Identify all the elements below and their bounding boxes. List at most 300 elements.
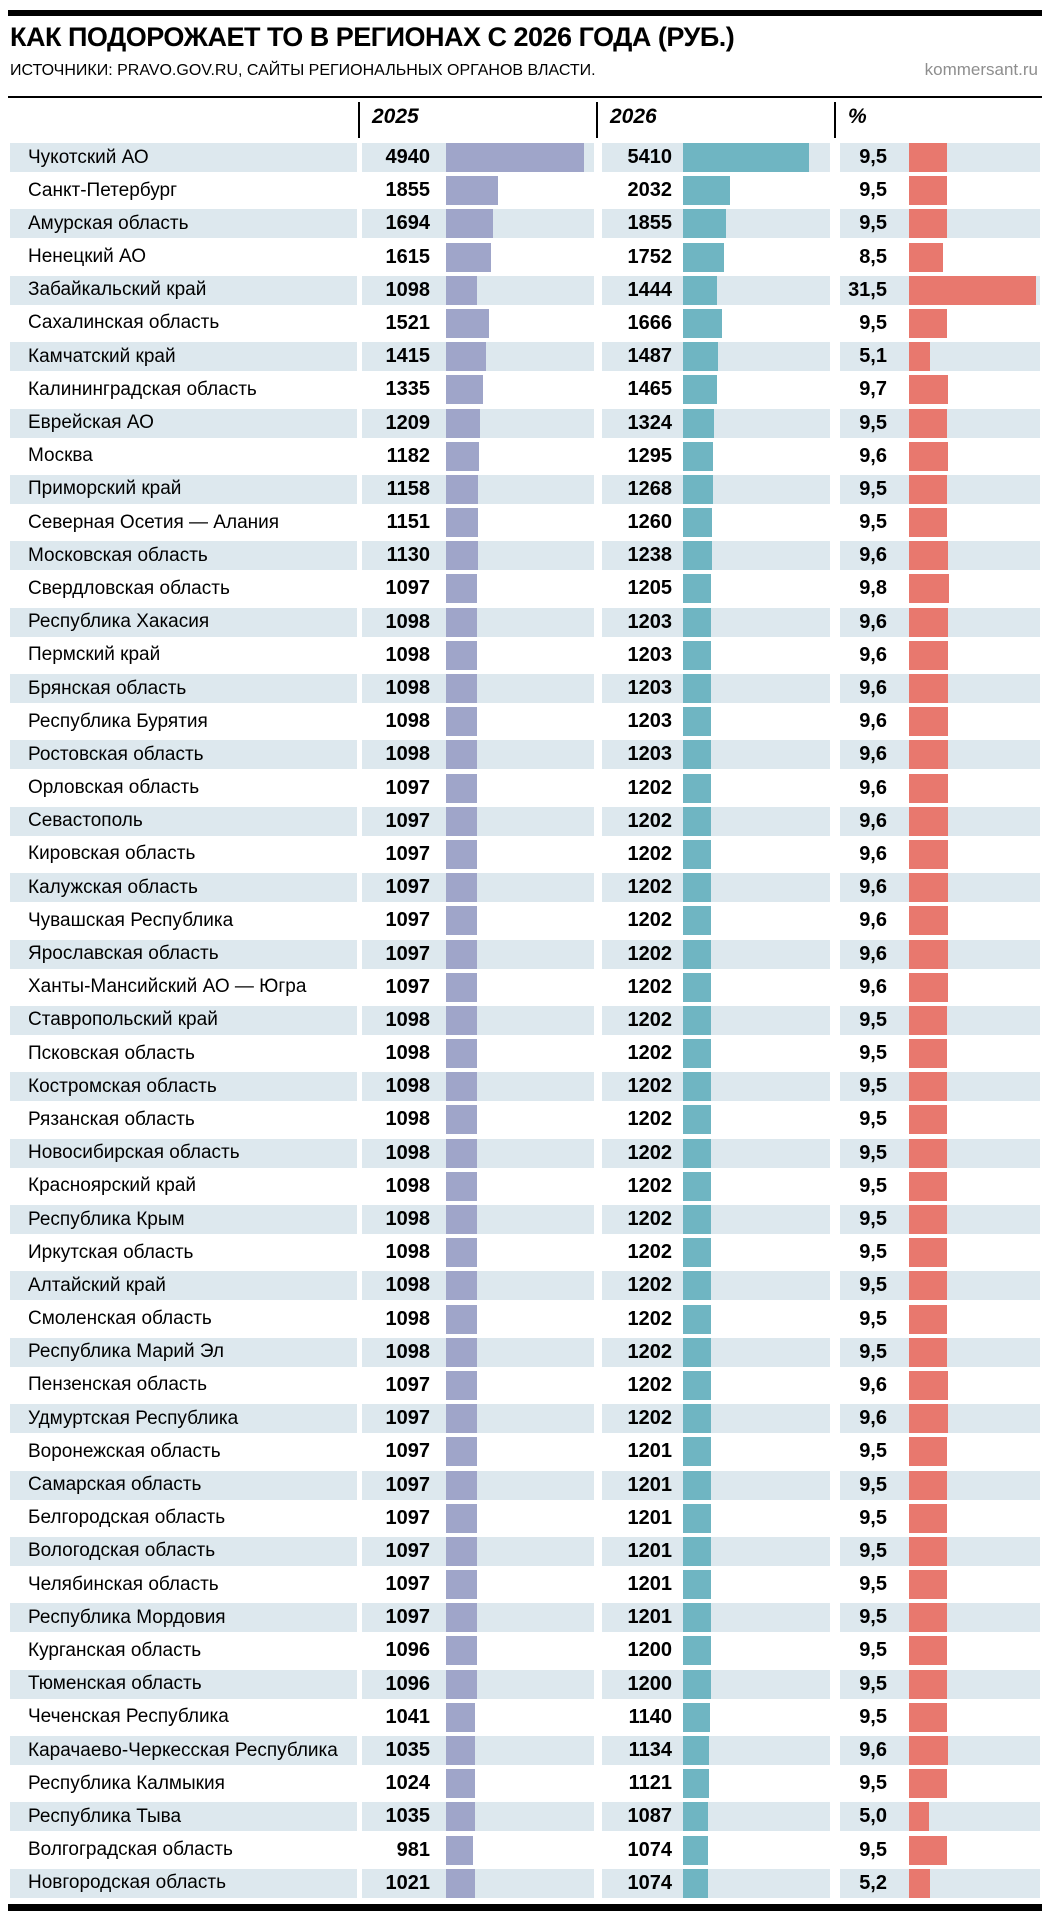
table-row (10, 840, 1040, 869)
value-percent: 5,2 (859, 1871, 887, 1894)
bar-2026 (683, 906, 711, 935)
bar-percent (909, 209, 947, 238)
cell-2026 (602, 409, 830, 438)
value-2025: 1335 (385, 378, 430, 401)
value-2026: 1200 (627, 1639, 672, 1662)
value-2025: 1041 (385, 1705, 430, 1728)
cell-percent (840, 1570, 1040, 1599)
value-percent: 9,6 (859, 743, 887, 766)
bar-2025 (446, 1769, 475, 1798)
cell-2025 (362, 176, 594, 205)
cell-2025 (362, 1504, 594, 1533)
bar-2025 (446, 475, 478, 504)
region-name: Белгородская область (28, 1507, 226, 1529)
cell-percent (840, 1802, 1040, 1831)
region-name: Забайкальский край (10, 276, 357, 305)
cell-2026 (602, 906, 830, 935)
bar-2026 (683, 1769, 709, 1798)
table-row (10, 541, 1040, 570)
bar-2026 (683, 674, 711, 703)
value-percent: 9,6 (859, 1407, 887, 1430)
table-row (10, 1869, 1040, 1898)
column-tick-percent (834, 102, 836, 138)
region-name: Приморский край (10, 475, 357, 504)
bar-2026 (683, 1570, 711, 1599)
value-2026: 1203 (627, 643, 672, 666)
value-percent: 9,5 (859, 1838, 887, 1861)
value-percent: 9,5 (859, 1705, 887, 1728)
value-2025: 1097 (385, 975, 430, 998)
column-header-percent: % (848, 105, 867, 128)
value-percent: 9,5 (859, 1042, 887, 1065)
cell-percent (840, 1172, 1040, 1201)
value-2026: 1074 (627, 1871, 672, 1894)
value-2025: 1035 (385, 1805, 430, 1828)
cell-2026 (602, 508, 830, 537)
value-percent: 9,6 (859, 809, 887, 832)
cell-percent (840, 243, 1040, 272)
cell-2026 (602, 1636, 830, 1665)
bar-2025 (446, 375, 483, 404)
region-name: Чеченская Республика (28, 1706, 229, 1728)
value-2025: 1158 (386, 477, 430, 500)
value-2026: 5410 (627, 146, 672, 168)
region-name: Орловская область (28, 777, 200, 799)
cell-2026 (602, 442, 830, 471)
value-2026: 1202 (627, 1274, 672, 1297)
value-2025: 1098 (385, 677, 430, 699)
cell-percent (840, 1371, 1040, 1400)
cell-2026 (602, 807, 830, 836)
table-row (10, 1371, 1040, 1400)
cell-percent (840, 143, 1040, 172)
value-2025: 1098 (385, 743, 430, 766)
value-2026: 1202 (627, 809, 672, 832)
cell-2025 (362, 574, 594, 603)
value-2025: 1209 (385, 411, 430, 434)
bar-2026 (683, 740, 711, 769)
cell-2025 (362, 1238, 594, 1267)
region-name: Москва (28, 445, 93, 467)
cell-2026 (602, 740, 830, 769)
value-2026: 1260 (627, 511, 672, 534)
value-2026: 1324 (627, 411, 672, 434)
cell-2026 (602, 1570, 830, 1599)
value-percent: 9,5 (859, 1672, 887, 1695)
value-2025: 1098 (385, 1241, 430, 1264)
table-row (10, 143, 1040, 172)
cell-percent (840, 840, 1040, 869)
cell-percent (840, 442, 1040, 471)
value-2025: 1182 (386, 444, 430, 467)
cell-2026 (602, 1338, 830, 1367)
value-2026: 1295 (627, 444, 672, 467)
cell-2025 (362, 1105, 594, 1134)
cell-2026 (602, 1836, 830, 1865)
value-percent: 9,8 (859, 577, 887, 600)
bar-percent (909, 243, 943, 272)
region-name: Алтайский край (10, 1271, 357, 1300)
bar-2025 (446, 1039, 477, 1068)
value-2026: 1074 (627, 1838, 672, 1861)
value-2026: 1238 (627, 544, 672, 567)
cell-percent (840, 342, 1040, 371)
cell-2026 (602, 143, 830, 172)
bar-2026 (683, 1238, 711, 1267)
bar-percent (909, 1006, 947, 1035)
column-header-2026: 2026 (610, 105, 657, 128)
cell-2026 (602, 1205, 830, 1234)
bar-percent (909, 574, 949, 603)
bar-2026 (683, 276, 717, 305)
value-2025: 1097 (385, 1573, 430, 1596)
bar-percent (909, 1869, 930, 1898)
bar-percent (909, 1072, 947, 1101)
region-name: Кировская область (28, 843, 196, 865)
value-percent: 9,5 (859, 1274, 887, 1297)
bar-percent (909, 375, 948, 404)
cell-2025 (362, 940, 594, 969)
bar-percent (909, 1172, 947, 1201)
table-row (10, 1504, 1040, 1533)
cell-percent (840, 209, 1040, 238)
bar-2025 (446, 1504, 477, 1533)
cell-2026 (602, 1006, 830, 1035)
table-row (10, 1139, 1040, 1168)
value-2025: 1097 (385, 909, 430, 932)
bar-2025 (446, 1338, 477, 1367)
cell-2025 (362, 973, 594, 1002)
bar-2025 (446, 906, 477, 935)
table-row (10, 442, 1040, 471)
cell-2026 (602, 1869, 830, 1898)
bar-percent (909, 1338, 947, 1367)
bar-2026 (683, 873, 711, 902)
cell-percent (840, 1105, 1040, 1134)
bar-percent (909, 774, 948, 803)
value-2026: 1200 (627, 1672, 672, 1695)
value-percent: 9,6 (859, 1373, 887, 1396)
value-percent: 9,6 (859, 444, 887, 467)
cell-2025 (362, 309, 594, 338)
value-percent: 9,6 (859, 643, 887, 666)
bar-2026 (683, 1836, 708, 1865)
bar-2025 (446, 1072, 477, 1101)
bar-2026 (683, 243, 724, 272)
bar-2025 (446, 674, 477, 703)
bar-percent (909, 1736, 948, 1765)
value-percent: 9,5 (859, 1208, 887, 1230)
value-percent: 9,5 (859, 1008, 887, 1031)
cell-2025 (362, 409, 594, 438)
bar-2025 (446, 541, 478, 570)
value-percent: 9,5 (859, 1440, 887, 1463)
bar-2025 (446, 1371, 477, 1400)
cell-2025 (362, 774, 594, 803)
value-2025: 1097 (385, 1539, 430, 1562)
cell-2025 (362, 276, 594, 305)
bar-percent (909, 1271, 947, 1300)
bar-2025 (446, 1404, 477, 1433)
value-percent: 9,6 (859, 710, 887, 733)
bar-2026 (683, 1139, 711, 1168)
value-2026: 1202 (627, 1141, 672, 1164)
cell-2026 (602, 1802, 830, 1831)
table-row (10, 375, 1040, 404)
region-name: Удмуртская Республика (10, 1404, 357, 1433)
region-name: Республика Тыва (10, 1802, 357, 1831)
cell-2025 (362, 1338, 594, 1367)
value-2026: 1202 (627, 1208, 672, 1230)
cell-2025 (362, 840, 594, 869)
cell-2025 (362, 1869, 594, 1898)
cell-percent (840, 973, 1040, 1002)
value-2026: 1444 (627, 278, 672, 301)
bar-percent (909, 1371, 948, 1400)
region-name: Вологодская область (10, 1537, 357, 1566)
value-percent: 9,6 (859, 1739, 887, 1761)
region-name: Курганская область (28, 1639, 202, 1661)
value-2026: 1465 (627, 378, 672, 401)
table-row (10, 1471, 1040, 1500)
value-2026: 1202 (627, 942, 672, 965)
cell-2025 (362, 475, 594, 504)
value-2026: 1202 (627, 1108, 672, 1131)
table-row (10, 707, 1040, 736)
cell-percent (840, 1869, 1040, 1898)
value-2026: 1202 (627, 1340, 672, 1363)
bar-percent (909, 1305, 947, 1334)
value-2026: 1203 (627, 743, 672, 766)
bar-2026 (683, 1670, 711, 1699)
value-2025: 1855 (385, 179, 430, 202)
bar-2025 (446, 840, 477, 869)
value-2026: 2032 (627, 179, 672, 202)
value-percent: 9,6 (859, 544, 887, 567)
cell-2026 (602, 1437, 830, 1466)
table-row (10, 1271, 1040, 1300)
cell-percent (840, 1537, 1040, 1566)
value-2026: 1487 (627, 345, 672, 368)
region-name: Волгоградская область (28, 1839, 233, 1861)
value-2026: 1202 (627, 1407, 672, 1430)
region-name: Брянская область (10, 674, 357, 703)
cell-2026 (602, 1736, 830, 1765)
region-name: Ставропольский край (10, 1006, 357, 1035)
bar-2026 (683, 1437, 711, 1466)
region-name: Ярославская область (10, 940, 357, 969)
bar-2026 (683, 1271, 711, 1300)
value-2025: 1521 (385, 311, 430, 334)
bar-percent (909, 807, 948, 836)
value-2025: 1151 (386, 511, 430, 534)
bar-2025 (446, 873, 477, 902)
bar-percent (909, 740, 948, 769)
table-row (10, 1437, 1040, 1466)
cell-2025 (362, 1603, 594, 1632)
cell-percent (840, 574, 1040, 603)
value-2026: 1201 (627, 1539, 672, 1562)
table-row (10, 1670, 1040, 1699)
value-percent: 9,5 (859, 1108, 887, 1131)
bar-2025 (446, 409, 480, 438)
regions-table (10, 143, 1040, 1902)
value-2026: 1202 (627, 1174, 672, 1197)
cell-2025 (362, 1172, 594, 1201)
region-name: Челябинская область (28, 1573, 219, 1595)
value-percent: 8,5 (859, 245, 887, 268)
bar-percent (909, 508, 947, 537)
bar-2026 (683, 475, 713, 504)
region-name: Санкт-Петербург (28, 179, 178, 201)
cell-percent (840, 1736, 1040, 1765)
cell-percent (840, 1271, 1040, 1300)
bar-2026 (683, 1072, 711, 1101)
bar-2026 (683, 1537, 711, 1566)
cell-2025 (362, 1039, 594, 1068)
bar-2025 (446, 740, 477, 769)
bar-percent (909, 1471, 947, 1500)
value-2025: 1021 (385, 1871, 430, 1894)
cell-2025 (362, 1471, 594, 1500)
bar-2026 (683, 1802, 708, 1831)
value-2026: 1202 (627, 1042, 672, 1065)
bar-percent (909, 873, 948, 902)
region-name: Пензенская область (28, 1374, 207, 1396)
value-2026: 1202 (627, 1241, 672, 1264)
cell-2025 (362, 1802, 594, 1831)
region-name: Новосибирская область (10, 1139, 357, 1168)
bar-2025 (446, 1271, 477, 1300)
bar-2026 (683, 1006, 711, 1035)
bar-2025 (446, 176, 498, 205)
value-2025: 1024 (385, 1772, 430, 1795)
bar-2026 (683, 342, 718, 371)
bar-2026 (683, 1205, 711, 1234)
cell-percent (840, 1504, 1040, 1533)
bar-percent (909, 906, 948, 935)
bar-2025 (446, 1537, 477, 1566)
bar-2026 (683, 508, 712, 537)
cell-2026 (602, 209, 830, 238)
value-percent: 5,0 (859, 1805, 887, 1828)
table-row (10, 906, 1040, 935)
cell-2026 (602, 840, 830, 869)
value-2026: 1201 (627, 1473, 672, 1496)
value-percent: 9,5 (859, 1174, 887, 1197)
value-percent: 9,5 (859, 477, 887, 500)
cell-percent (840, 740, 1040, 769)
bar-percent (909, 973, 948, 1002)
cell-percent (840, 176, 1040, 205)
bar-2026 (683, 541, 712, 570)
cell-2025 (362, 1006, 594, 1035)
bar-2026 (683, 1371, 711, 1400)
cell-2025 (362, 1371, 594, 1400)
cell-2026 (602, 342, 830, 371)
value-2025: 1097 (385, 942, 430, 965)
cell-2025 (362, 873, 594, 902)
cell-2026 (602, 1537, 830, 1566)
cell-2025 (362, 143, 594, 172)
bar-2025 (446, 774, 477, 803)
cell-2026 (602, 475, 830, 504)
table-row (10, 1172, 1040, 1201)
value-percent: 9,5 (859, 1075, 887, 1098)
region-name: Смоленская область (28, 1308, 212, 1330)
bar-2025 (446, 209, 493, 238)
table-row (10, 608, 1040, 637)
table-row (10, 1537, 1040, 1566)
region-name: Московская область (10, 541, 357, 570)
bar-percent (909, 674, 948, 703)
bar-2026 (683, 309, 722, 338)
table-row (10, 1404, 1040, 1433)
value-2025: 1097 (385, 842, 430, 865)
bar-percent (909, 1570, 947, 1599)
bar-2026 (683, 641, 711, 670)
bar-2026 (683, 807, 711, 836)
table-row (10, 176, 1040, 205)
value-2026: 1202 (627, 1373, 672, 1396)
value-percent: 31,5 (848, 278, 887, 301)
bar-percent (909, 840, 948, 869)
bar-percent (909, 409, 947, 438)
cell-2026 (602, 1039, 830, 1068)
region-name: Самарская область (10, 1471, 357, 1500)
value-2025: 1415 (385, 345, 430, 368)
value-2025: 1097 (385, 577, 430, 600)
cell-2025 (362, 740, 594, 769)
value-percent: 9,6 (859, 876, 887, 899)
bar-2026 (683, 409, 714, 438)
value-2025: 1097 (385, 1606, 430, 1629)
column-header-2025: 2025 (372, 105, 419, 128)
table-row (10, 1769, 1040, 1798)
cell-2026 (602, 1371, 830, 1400)
value-2025: 1097 (385, 876, 430, 899)
cell-2026 (602, 1139, 830, 1168)
region-name: Новгородская область (10, 1869, 357, 1898)
page-title: КАК ПОДОРОЖАЕТ ТО В РЕГИОНАХ С 2026 ГОДА (РУБ.) (10, 22, 735, 52)
top-rule (8, 10, 1042, 16)
region-name: Костромская область (10, 1072, 357, 1101)
region-name: Республика Крым (10, 1205, 357, 1234)
cell-percent (840, 608, 1040, 637)
value-2025: 1098 (385, 1042, 430, 1065)
table-row (10, 1238, 1040, 1267)
value-2026: 1666 (627, 311, 672, 334)
table-row (10, 209, 1040, 238)
bar-2025 (446, 1006, 477, 1035)
value-2025: 1097 (385, 809, 430, 832)
bar-percent (909, 1238, 947, 1267)
bar-percent (909, 1769, 947, 1798)
cell-2026 (602, 608, 830, 637)
table-row (10, 1802, 1040, 1831)
region-name: Севастополь (10, 807, 357, 836)
cell-2026 (602, 1404, 830, 1433)
cell-percent (840, 1404, 1040, 1433)
bar-percent (909, 342, 930, 371)
cell-percent (840, 1670, 1040, 1699)
bar-percent (909, 309, 947, 338)
cell-2025 (362, 1636, 594, 1665)
bar-2025 (446, 243, 491, 272)
value-percent: 9,5 (859, 1772, 887, 1795)
cell-2026 (602, 1072, 830, 1101)
value-2025: 1097 (385, 1506, 430, 1529)
